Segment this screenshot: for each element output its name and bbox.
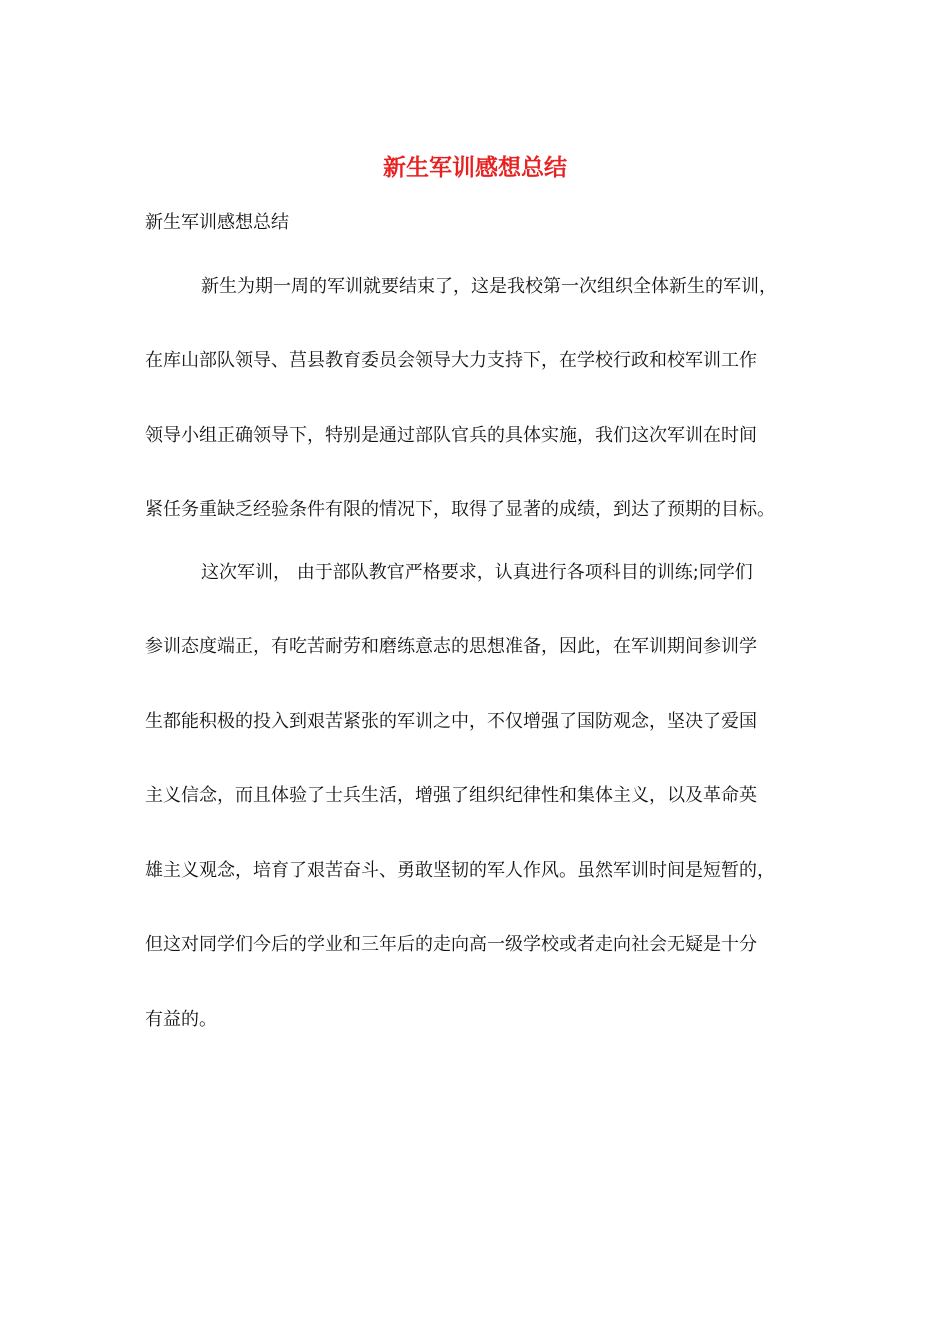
paragraph-2-line-1: 这次军训， 由于部队教官严格要求，认真进行各项科目的训练;同学们 (201, 562, 753, 583)
paragraph-2-line-2: 参训态度端正，有吃苦耐劳和磨练意志的思想准备，因此，在军训期间参训学 (145, 636, 757, 657)
paragraph-1-line-4: 紧任务重缺乏经验条件有限的情况下，取得了显著的成绩，到达了预期的目标。 (145, 499, 775, 520)
paragraph-2-line-4: 主义信念，而且体验了士兵生活，增强了组织纪律性和集体主义，以及革命英 (145, 785, 757, 806)
paragraph-2-line-7: 有益的。 (145, 1009, 217, 1030)
paragraph-2-line-3: 生都能积极的投入到艰苦紧张的军训之中，不仅增强了国防观念，坚决了爱国 (145, 711, 757, 732)
paragraph-1-line-1: 新生为期一周的军训就要结束了，这是我校第一次组织全体新生的军训， (201, 276, 777, 297)
document-subtitle: 新生军训感想总结 (145, 212, 289, 233)
paragraph-1-line-3: 领导小组正确领导下，特别是通过部队官兵的具体实施，我们这次军训在时间 (145, 425, 757, 446)
paragraph-2-line-6: 但这对同学们今后的学业和三年后的走向高一级学校或者走向社会无疑是十分 (145, 934, 757, 955)
document-title: 新生军训感想总结 (383, 154, 567, 181)
paragraph-1-line-2: 在库山部队领导、莒县教育委员会领导大力支持下，在学校行政和校军训工作 (145, 350, 757, 371)
paragraph-2-line-5: 雄主义观念，培育了艰苦奋斗、勇敢坚韧的军人作风。虽然军训时间是短暂的， (145, 860, 775, 881)
